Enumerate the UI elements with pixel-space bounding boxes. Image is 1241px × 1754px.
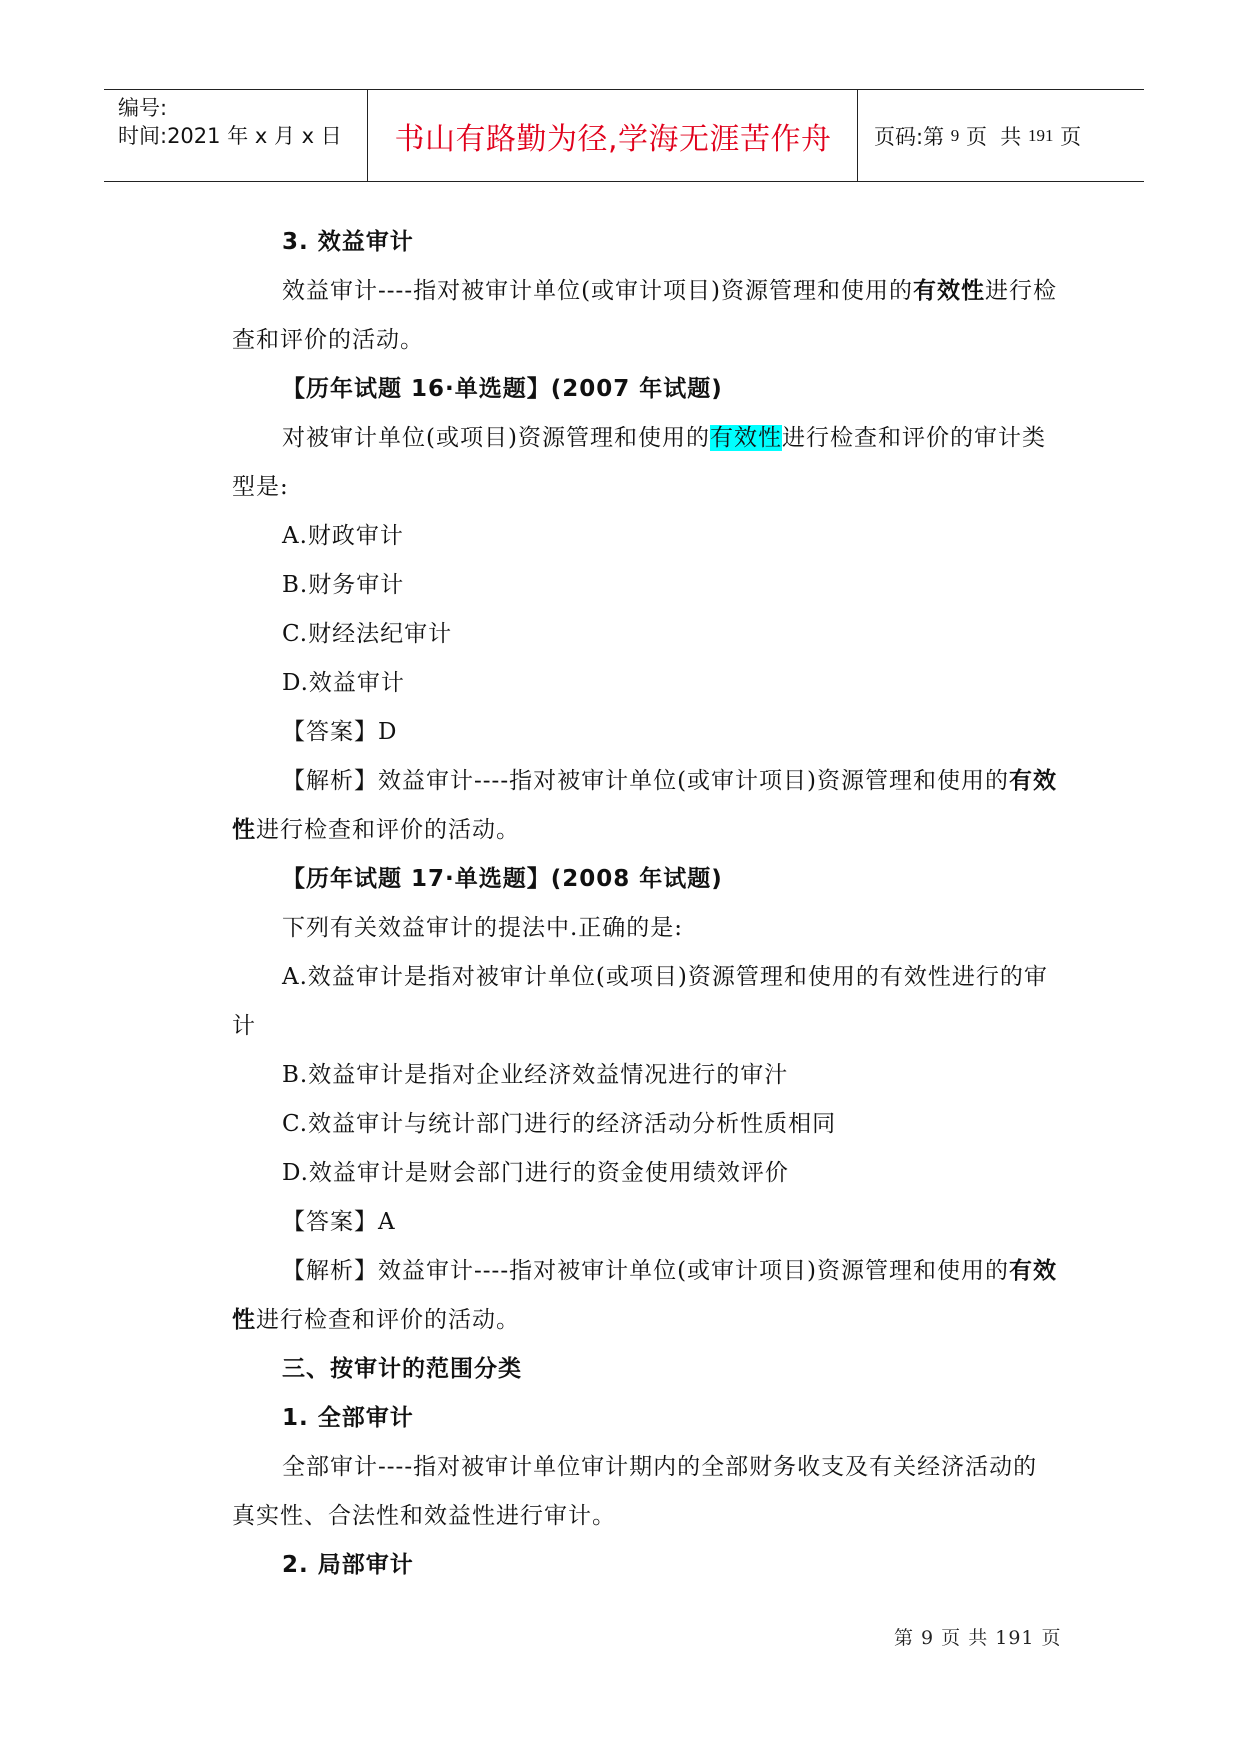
answer-line: 【答案】A [282,1209,396,1235]
explanation-paragraph [232,757,1058,855]
explanation-paragraph [232,1247,1058,1345]
text-run: 进行检查和评价的活动。 [256,1307,520,1333]
question-heading: 【历年试题 16·单选题】(2007 年试题) [282,376,723,402]
definition-paragraph [232,267,1058,365]
question-heading: 【历年试题 17·单选题】(2008 年试题) [282,866,723,892]
text-run: 【解析】效益审计----指对被审计单位(或审计项目)资源管理和使用的 [282,768,1010,794]
question-option: C.财经法纪审计 [282,621,453,647]
definition-paragraph: 全部审计----指对被审计单位审计期内的全部财务收支及有关经济活动的真实性、合法性和效益性进行审计。 [232,1454,1038,1529]
question-stem [232,414,1058,512]
header-number-label: 编号: [118,96,168,120]
answer-line: 【答案】D [282,719,398,745]
subsection-heading: 2. 局部审计 [282,1552,414,1578]
header-page-suffix: 页 [1053,124,1082,149]
header-page-prefix: 页码:第 [874,124,951,149]
question-option: B.效益审计是指对企业经济效益情况进行的审汁 [282,1062,789,1088]
header-divider [857,90,858,181]
header-divider [367,90,368,181]
header-page-total: 191 [1027,125,1054,145]
header-motto: 书山有路勤为径,学海无涯苦作舟 [394,121,832,157]
header-page-number: 9 [950,125,960,145]
section-heading: 三、按审计的范围分类 [282,1356,522,1382]
text-run: 效益审计----指对被审计单位(或审计项目)资源管理和使用的 [282,278,914,304]
subsection-heading: 1. 全部审计 [282,1405,414,1431]
header-time-label: 时间:2021 年 x 月 x 日 [118,124,342,148]
text-run: 进行检查和评价的活动。 [232,278,1058,353]
text-run: 进行检查和评价的活动。 [256,817,520,843]
document-header [104,89,1144,182]
text-run: 进行检查和评价的审计类型是: [232,425,1046,500]
text-run: 对被审计单位(或项目)资源管理和使用的 [282,425,710,451]
question-option: D.效益审计 [282,670,405,696]
question-option: A.效益审计是指对被审计单位(或项目)资源管理和使用的有效性进行的审计 [232,964,1048,1039]
header-page-middle: 页 共 [959,124,1028,149]
text-run: 【解析】效益审计----指对被审计单位(或审计项目)资源管理和使用的 [282,1258,1010,1284]
bold-term: 有效性 [232,768,1058,843]
bold-term: 有效性 [913,278,986,304]
question-option: A.财政审计 [282,523,404,549]
question-option: C.效益审计与统计部门进行的经济活动分析性质相同 [282,1111,837,1137]
document-body [232,218,1058,1590]
header-page-info [874,90,1081,181]
section-heading: 3. 效益审计 [282,229,414,255]
question-option: B.财务审计 [282,572,405,598]
page-footer: 第 9 页 共 191 页 [894,1627,1062,1649]
question-stem: 下列有关效益审计的提法中.正确的是: [282,915,684,941]
highlighted-term: 有效性 [709,425,782,451]
question-option: D.效益审计是财会部门进行的资金使用绩效评价 [282,1160,789,1186]
bold-term: 有效性 [232,1258,1058,1333]
